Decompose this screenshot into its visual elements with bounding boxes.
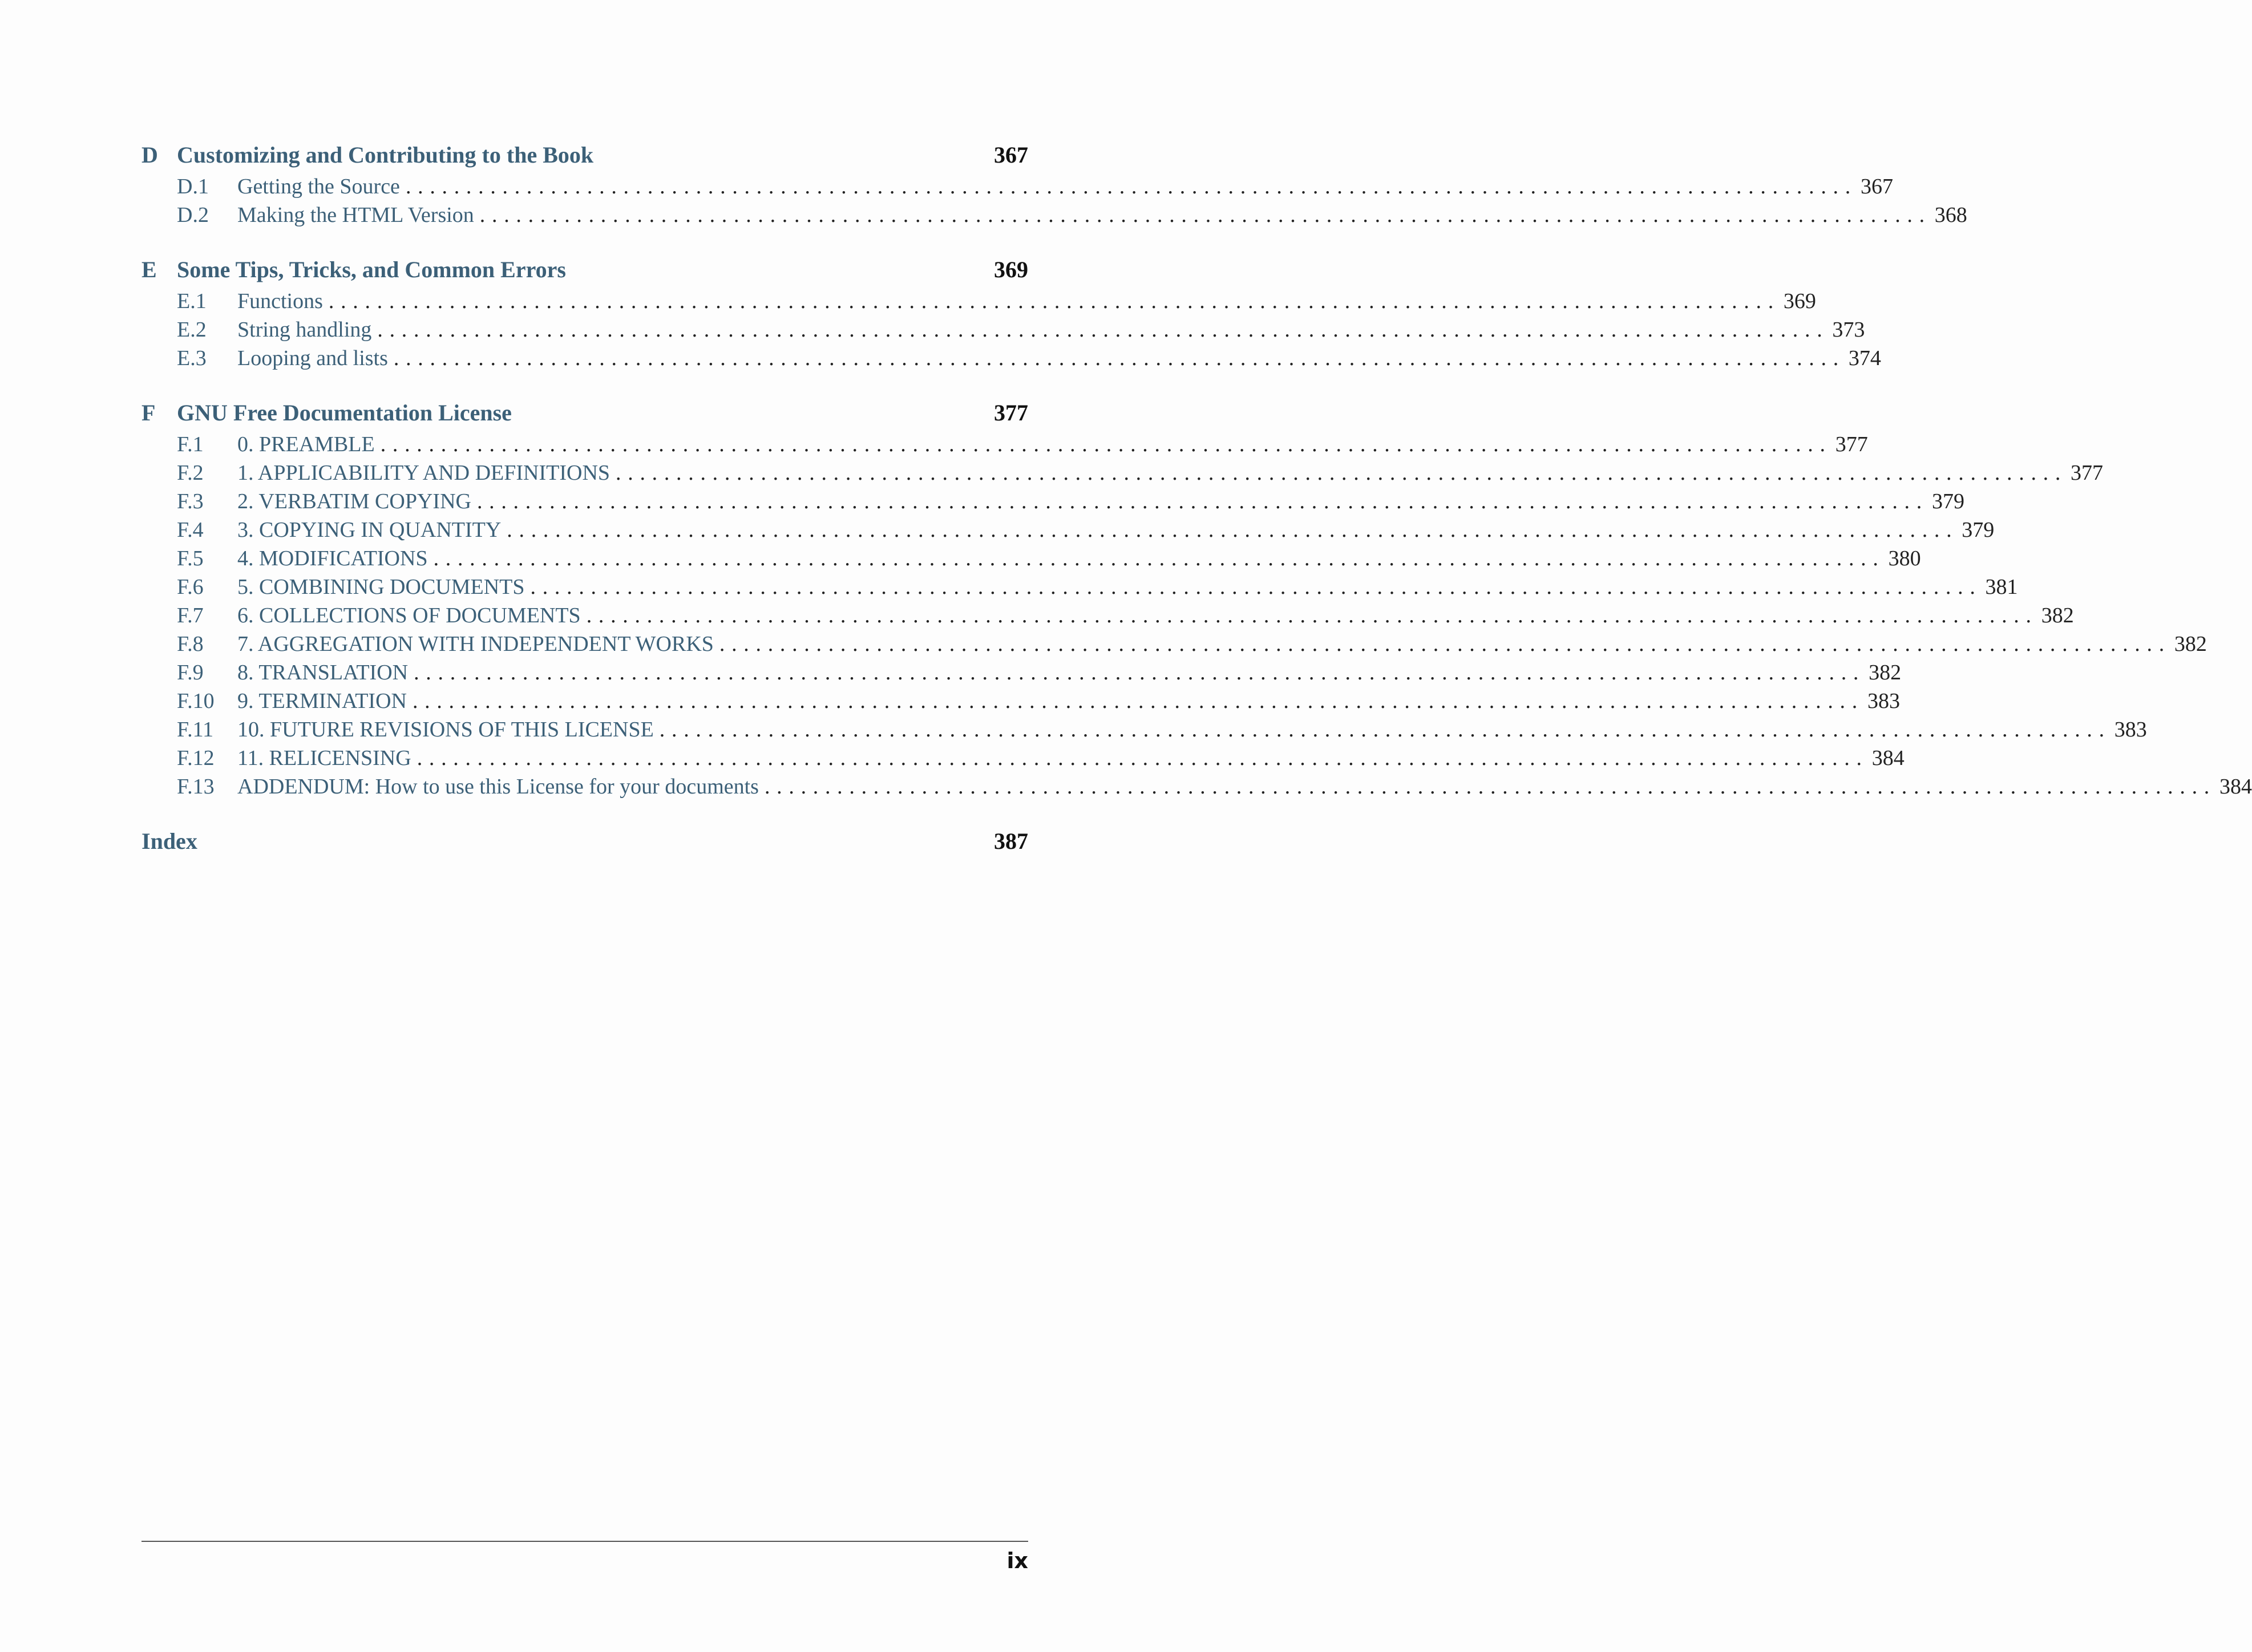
- section-page-number[interactable]: 382: [2174, 632, 2207, 656]
- dot-leader: ........................................................................................................................: [417, 746, 1869, 770]
- dot-leader: ........................................................................................................................: [507, 518, 1959, 542]
- toc-section-entry[interactable]: [141, 715, 2147, 744]
- section-title-link[interactable]: 4. MODIFICATIONS: [237, 546, 428, 570]
- section-title-link[interactable]: Looping and lists: [237, 346, 388, 370]
- section-page-number[interactable]: 367: [1860, 175, 1893, 199]
- chapter-page-number[interactable]: 387: [994, 828, 1028, 854]
- section-number[interactable]: F.8: [177, 632, 204, 656]
- section-number[interactable]: F.5: [177, 546, 204, 570]
- section-title-link[interactable]: 10. FUTURE REVISIONS OF THIS LICENSE: [237, 718, 654, 742]
- section-number[interactable]: E.1: [177, 289, 207, 313]
- toc-section-entry[interactable]: [141, 687, 1900, 715]
- section-page-number[interactable]: 374: [1848, 346, 1881, 370]
- section-page-number[interactable]: 377: [1835, 432, 1868, 456]
- section-page-number[interactable]: 377: [2071, 461, 2104, 485]
- chapter-title-link[interactable]: Some Tips, Tricks, and Common Errors: [177, 257, 566, 282]
- section-title-link[interactable]: Making the HTML Version: [237, 203, 474, 227]
- toc-section-entry[interactable]: [141, 772, 2252, 801]
- section-number[interactable]: E.3: [177, 346, 207, 370]
- dot-leader: ........................................................................................................................: [764, 775, 2216, 799]
- section-title-link[interactable]: 8. TRANSLATION: [237, 661, 409, 685]
- toc-section-entry[interactable]: [141, 315, 1865, 344]
- toc-chapter: [141, 138, 1967, 229]
- chapter-page-number[interactable]: 377: [994, 400, 1028, 426]
- dot-leader: ........................................................................................................................: [414, 661, 1866, 685]
- section-title-link[interactable]: 1. APPLICABILITY AND DEFINITIONS: [237, 461, 610, 485]
- chapter-letter[interactable]: D: [141, 142, 158, 168]
- section-number[interactable]: F.9: [177, 661, 204, 685]
- section-number[interactable]: D.1: [177, 175, 209, 199]
- chapter-page-number[interactable]: 367: [994, 142, 1028, 168]
- toc-chapter: [141, 396, 2252, 801]
- dot-leader: ........................................................................................................................: [405, 175, 1857, 199]
- section-page-number[interactable]: 383: [1867, 689, 1900, 713]
- section-page-number[interactable]: 380: [1888, 546, 1921, 570]
- section-page-number[interactable]: 382: [1869, 661, 1902, 685]
- dot-leader: ........................................................................................................................: [380, 432, 1832, 456]
- section-page-number[interactable]: 384: [1871, 746, 1905, 770]
- chapter-letter[interactable]: E: [141, 257, 157, 282]
- section-page-number[interactable]: 369: [1783, 289, 1816, 313]
- chapter-page-number[interactable]: 369: [994, 257, 1028, 282]
- section-page-number[interactable]: 383: [2114, 718, 2147, 742]
- section-number[interactable]: F.6: [177, 575, 204, 599]
- section-title-link[interactable]: String handling: [237, 318, 372, 342]
- dot-leader: ........................................................................................................................: [719, 632, 2171, 656]
- footer-rule: [141, 1541, 1028, 1542]
- toc-chapter: [141, 824, 1028, 859]
- section-title-link[interactable]: 3. COPYING IN QUANTITY: [237, 518, 502, 542]
- toc-section-entry[interactable]: [141, 658, 1902, 687]
- section-number[interactable]: F.13: [177, 775, 215, 799]
- toc-section-entry[interactable]: [141, 459, 2104, 487]
- section-title-link[interactable]: Getting the Source: [237, 175, 400, 199]
- table-of-contents: [141, 138, 2252, 882]
- section-number[interactable]: F.4: [177, 518, 204, 542]
- section-number[interactable]: F.10: [177, 689, 215, 713]
- dot-leader: ........................................................................................................................: [377, 318, 1829, 342]
- section-title-link[interactable]: 9. TERMINATION: [237, 689, 407, 713]
- toc-chapter: [141, 253, 1881, 372]
- toc-section-entry[interactable]: [141, 544, 1921, 573]
- toc-section-entry[interactable]: [141, 487, 1964, 516]
- section-page-number[interactable]: 381: [1985, 575, 2018, 599]
- toc-section-entry[interactable]: [141, 573, 2018, 601]
- dot-leader: ........................................................................................................................: [412, 689, 1864, 713]
- section-number[interactable]: F.2: [177, 461, 204, 485]
- toc-chapter-entry[interactable]: [141, 138, 1028, 172]
- toc-section-entry[interactable]: [141, 287, 1816, 315]
- dot-leader: ........................................................................................................................: [530, 575, 1982, 599]
- page-number: ix: [1006, 1548, 1028, 1573]
- section-page-number[interactable]: 379: [1931, 489, 1964, 513]
- toc-section-entry[interactable]: [141, 630, 2207, 658]
- section-title-link[interactable]: 2. VERBATIM COPYING: [237, 489, 471, 513]
- section-page-number[interactable]: 368: [1934, 203, 1967, 227]
- toc-section-entry[interactable]: [141, 201, 1967, 229]
- toc-section-entry[interactable]: [141, 516, 1995, 544]
- section-number[interactable]: D.2: [177, 203, 209, 227]
- section-title-link[interactable]: 5. COMBINING DOCUMENTS: [237, 575, 525, 599]
- toc-section-entry[interactable]: [141, 744, 1905, 772]
- section-number[interactable]: F.1: [177, 432, 204, 456]
- chapter-title-link[interactable]: Customizing and Contributing to the Book: [177, 142, 594, 168]
- section-page-number[interactable]: 382: [2041, 604, 2074, 627]
- dot-leader: ........................................................................................................................: [393, 346, 1845, 370]
- section-page-number[interactable]: 373: [1832, 318, 1865, 342]
- section-number[interactable]: E.2: [177, 318, 207, 342]
- section-page-number[interactable]: 384: [2219, 775, 2252, 799]
- toc-section-entry[interactable]: [141, 344, 1881, 372]
- toc-section-entry[interactable]: [141, 601, 2074, 630]
- toc-chapter-entry[interactable]: [141, 253, 1028, 287]
- toc-chapter-entry[interactable]: [141, 824, 1028, 859]
- dot-leader: ........................................................................................................................: [479, 203, 1931, 227]
- chapter-title-link[interactable]: GNU Free Documentation License: [177, 400, 512, 426]
- dot-leader: ........................................................................................................................: [659, 718, 2111, 742]
- dot-leader: ........................................................................................................................: [476, 489, 1928, 513]
- dot-leader: ........................................................................................................................: [433, 546, 1885, 570]
- dot-leader: ........................................................................................................................: [616, 461, 2068, 485]
- section-title-link[interactable]: 7. AGGREGATION WITH INDEPENDENT WORKS: [237, 632, 714, 656]
- toc-section-entry[interactable]: [141, 172, 1893, 201]
- section-number[interactable]: F.11: [177, 718, 214, 742]
- section-title-link[interactable]: 0. PREAMBLE: [237, 432, 375, 456]
- section-title-link[interactable]: Functions: [237, 289, 323, 313]
- section-title-link[interactable]: ADDENDUM: How to use this License for your documents: [237, 775, 759, 799]
- section-title-link[interactable]: 11. RELICENSING: [237, 746, 411, 770]
- chapter-letter[interactable]: F: [141, 400, 156, 426]
- dot-leader: ........................................................................................................................: [328, 289, 1780, 313]
- section-number[interactable]: F.3: [177, 489, 204, 513]
- dot-leader: ........................................................................................................................: [586, 604, 2038, 627]
- toc-chapter-entry[interactable]: [141, 396, 1028, 430]
- section-number[interactable]: F.12: [177, 746, 215, 770]
- chapter-title-link[interactable]: Index: [141, 828, 197, 854]
- section-page-number[interactable]: 379: [1962, 518, 1995, 542]
- toc-section-entry[interactable]: [141, 430, 1868, 459]
- section-number[interactable]: F.7: [177, 604, 204, 627]
- section-title-link[interactable]: 6. COLLECTIONS OF DOCUMENTS: [237, 604, 581, 627]
